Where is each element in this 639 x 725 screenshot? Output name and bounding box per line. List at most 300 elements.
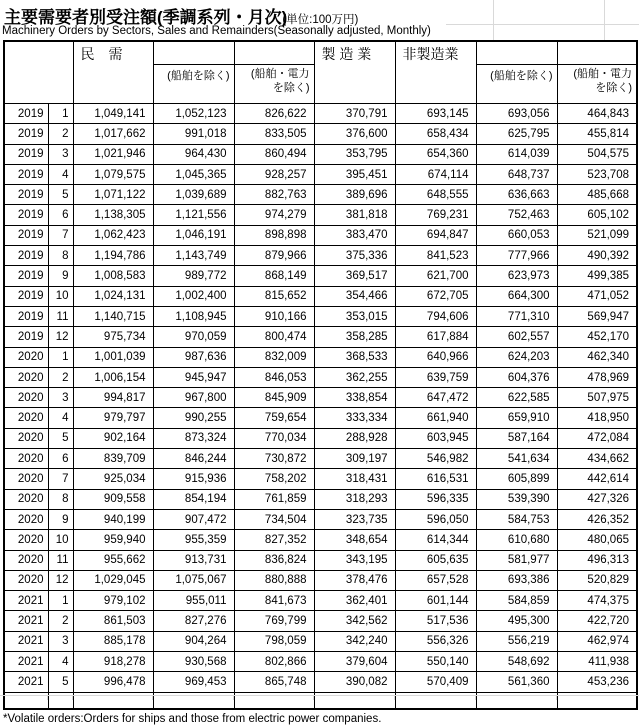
value-cell[interactable]: 601,144 — [395, 591, 476, 611]
header-excl-ships-nonmfg[interactable]: (船舶を除く) — [476, 65, 557, 104]
year-cell[interactable]: 2019 — [4, 306, 48, 326]
year-cell[interactable]: 2021 — [4, 611, 48, 631]
value-cell[interactable]: 771,310 — [476, 306, 557, 326]
value-cell[interactable]: 940,199 — [73, 509, 153, 529]
month-cell[interactable]: 5 — [48, 672, 73, 692]
value-cell[interactable]: 541,634 — [476, 449, 557, 469]
year-cell[interactable]: 2021 — [4, 652, 48, 672]
value-cell[interactable]: 288,928 — [314, 428, 395, 448]
table-row — [4, 509, 637, 529]
value-cell[interactable]: 605,899 — [476, 469, 557, 489]
year-cell[interactable]: 2020 — [4, 570, 48, 590]
value-cell[interactable]: 474,375 — [557, 591, 637, 611]
value-cell[interactable]: 561,360 — [476, 672, 557, 692]
value-cell[interactable]: 418,950 — [557, 408, 637, 428]
value-cell[interactable]: 969,453 — [153, 672, 234, 692]
table-row — [4, 388, 637, 408]
value-cell[interactable]: 342,562 — [314, 611, 395, 631]
value-cell[interactable]: 955,359 — [153, 530, 234, 550]
value-cell[interactable]: 770,034 — [234, 428, 314, 448]
value-cell[interactable]: 930,568 — [153, 652, 234, 672]
year-cell[interactable]: 2019 — [4, 246, 48, 266]
value-cell[interactable]: 596,335 — [395, 489, 476, 509]
month-cell[interactable]: 2 — [48, 367, 73, 387]
value-cell[interactable]: 383,470 — [314, 225, 395, 245]
table-row — [4, 104, 637, 124]
value-cell[interactable]: 865,748 — [234, 672, 314, 692]
value-cell[interactable]: 569,947 — [557, 306, 637, 326]
table-row — [4, 225, 637, 245]
header-private-demand[interactable]: 民 需 — [73, 41, 153, 104]
year-cell[interactable]: 2020 — [4, 530, 48, 550]
value-cell[interactable]: 802,866 — [234, 652, 314, 672]
value-cell[interactable]: 623,973 — [476, 266, 557, 286]
value-cell[interactable]: 480,065 — [557, 530, 637, 550]
month-cell[interactable]: 9 — [48, 266, 73, 286]
value-cell[interactable]: 758,202 — [234, 469, 314, 489]
unit-note: (単位:100万円) — [282, 14, 359, 26]
value-cell[interactable]: 496,313 — [557, 550, 637, 570]
value-cell[interactable]: 1,108,945 — [153, 306, 234, 326]
month-cell[interactable]: 3 — [48, 388, 73, 408]
value-cell[interactable]: 1,006,154 — [73, 367, 153, 387]
value-cell[interactable]: 730,872 — [234, 449, 314, 469]
value-cell[interactable]: 694,847 — [395, 225, 476, 245]
header-excl-ships-power-nonmfg[interactable] — [557, 65, 637, 104]
year-cell[interactable]: 2019 — [4, 225, 48, 245]
value-cell[interactable]: 885,178 — [73, 631, 153, 651]
value-cell[interactable]: 925,034 — [73, 469, 153, 489]
value-cell[interactable]: 648,555 — [395, 185, 476, 205]
value-cell[interactable]: 520,829 — [557, 570, 637, 590]
month-cell[interactable]: 1 — [48, 591, 73, 611]
value-cell[interactable]: 389,696 — [314, 185, 395, 205]
value-cell[interactable]: 1,071,122 — [73, 185, 153, 205]
value-cell[interactable]: 390,082 — [314, 672, 395, 692]
value-cell[interactable]: 507,975 — [557, 388, 637, 408]
value-cell[interactable]: 664,300 — [476, 286, 557, 306]
value-cell[interactable]: 1,017,662 — [73, 124, 153, 144]
value-cell[interactable]: 556,219 — [476, 631, 557, 651]
value-cell[interactable]: 693,145 — [395, 104, 476, 124]
value-cell[interactable]: 769,799 — [234, 611, 314, 631]
value-cell[interactable]: 353,795 — [314, 144, 395, 164]
value-cell[interactable]: 832,009 — [234, 347, 314, 367]
value-cell[interactable]: 860,494 — [234, 144, 314, 164]
month-cell[interactable]: 6 — [48, 205, 73, 225]
value-cell[interactable]: 800,474 — [234, 327, 314, 347]
value-cell[interactable]: 422,720 — [557, 611, 637, 631]
value-cell[interactable]: 434,662 — [557, 449, 637, 469]
value-cell[interactable]: 604,376 — [476, 367, 557, 387]
year-cell[interactable]: 2020 — [4, 367, 48, 387]
year-cell[interactable]: 2021 — [4, 672, 48, 692]
value-cell[interactable]: 873,324 — [153, 428, 234, 448]
value-cell[interactable]: 581,977 — [476, 550, 557, 570]
month-cell[interactable]: 4 — [48, 408, 73, 428]
value-cell[interactable]: 640,966 — [395, 347, 476, 367]
gridline — [493, 0, 494, 40]
year-cell[interactable]: 2020 — [4, 489, 48, 509]
value-cell[interactable]: 991,018 — [153, 124, 234, 144]
month-cell[interactable]: 3 — [48, 631, 73, 651]
value-cell[interactable]: 918,278 — [73, 652, 153, 672]
value-cell[interactable]: 928,257 — [234, 164, 314, 184]
value-cell[interactable]: 471,052 — [557, 286, 637, 306]
value-cell[interactable]: 657,528 — [395, 570, 476, 590]
value-cell[interactable]: 376,600 — [314, 124, 395, 144]
header-non-manufacturing[interactable]: 非製造業 — [395, 41, 476, 104]
month-cell[interactable]: 9 — [48, 509, 73, 529]
value-cell[interactable]: 353,015 — [314, 306, 395, 326]
value-cell[interactable]: 658,434 — [395, 124, 476, 144]
value-cell[interactable]: 333,334 — [314, 408, 395, 428]
table-row — [4, 591, 637, 611]
value-cell[interactable]: 354,466 — [314, 286, 395, 306]
value-cell[interactable]: 490,392 — [557, 246, 637, 266]
value-cell[interactable]: 1,021,946 — [73, 144, 153, 164]
value-cell[interactable]: 521,099 — [557, 225, 637, 245]
value-cell[interactable]: 472,084 — [557, 428, 637, 448]
value-cell[interactable]: 1,194,786 — [73, 246, 153, 266]
value-cell[interactable]: 654,360 — [395, 144, 476, 164]
month-cell[interactable]: 7 — [48, 469, 73, 489]
table-row — [4, 408, 637, 428]
value-cell[interactable]: 1,008,583 — [73, 266, 153, 286]
value-cell[interactable]: 517,536 — [395, 611, 476, 631]
value-cell[interactable]: 1,046,191 — [153, 225, 234, 245]
value-cell[interactable]: 1,002,400 — [153, 286, 234, 306]
table-row — [4, 164, 637, 184]
value-cell[interactable]: 990,255 — [153, 408, 234, 428]
month-cell[interactable]: 10 — [48, 286, 73, 306]
value-cell[interactable]: 621,700 — [395, 266, 476, 286]
value-cell[interactable]: 752,463 — [476, 205, 557, 225]
value-cell[interactable]: 979,797 — [73, 408, 153, 428]
gridline — [446, 24, 639, 25]
table-row — [4, 449, 637, 469]
year-cell[interactable]: 2021 — [4, 631, 48, 651]
table-row — [4, 550, 637, 570]
value-cell[interactable]: 648,737 — [476, 164, 557, 184]
value-cell[interactable]: 672,705 — [395, 286, 476, 306]
value-cell[interactable]: 539,390 — [476, 489, 557, 509]
value-cell[interactable]: 318,431 — [314, 469, 395, 489]
value-cell[interactable]: 777,966 — [476, 246, 557, 266]
table-row — [4, 347, 637, 367]
value-cell[interactable]: 368,533 — [314, 347, 395, 367]
value-cell[interactable]: 759,654 — [234, 408, 314, 428]
value-cell[interactable]: 602,557 — [476, 327, 557, 347]
value-cell[interactable]: 955,011 — [153, 591, 234, 611]
value-cell[interactable]: 379,604 — [314, 652, 395, 672]
header-spacer-cell[interactable] — [476, 41, 557, 65]
month-cell[interactable]: 4 — [48, 164, 73, 184]
header-manufacturing[interactable]: 製 造 業 — [314, 41, 395, 104]
value-cell[interactable]: 1,045,365 — [153, 164, 234, 184]
value-cell[interactable]: 827,352 — [234, 530, 314, 550]
value-cell[interactable]: 693,056 — [476, 104, 557, 124]
value-cell[interactable]: 499,385 — [557, 266, 637, 286]
value-cell[interactable]: 913,731 — [153, 550, 234, 570]
value-cell[interactable]: 907,472 — [153, 509, 234, 529]
month-cell[interactable]: 1 — [48, 347, 73, 367]
gridline — [475, 695, 476, 700]
value-cell[interactable]: 358,285 — [314, 327, 395, 347]
header-excl-ships-private[interactable]: (船舶を除く) — [153, 65, 234, 104]
value-cell[interactable]: 639,759 — [395, 367, 476, 387]
value-cell[interactable]: 659,910 — [476, 408, 557, 428]
header-year-month-cell[interactable] — [4, 41, 73, 104]
value-cell[interactable]: 794,606 — [395, 306, 476, 326]
value-cell[interactable]: 975,734 — [73, 327, 153, 347]
year-cell[interactable]: 2019 — [4, 327, 48, 347]
value-cell[interactable]: 478,969 — [557, 367, 637, 387]
table-row — [4, 205, 637, 225]
value-cell[interactable]: 846,244 — [153, 449, 234, 469]
year-cell[interactable]: 2020 — [4, 469, 48, 489]
header-spacer-cell[interactable] — [557, 41, 637, 65]
value-cell[interactable]: 426,352 — [557, 509, 637, 529]
value-cell[interactable]: 1,143,749 — [153, 246, 234, 266]
value-cell[interactable]: 661,940 — [395, 408, 476, 428]
value-cell[interactable]: 625,795 — [476, 124, 557, 144]
header-excl-ships-power-private[interactable] — [234, 65, 314, 104]
year-cell[interactable]: 2020 — [4, 408, 48, 428]
month-cell[interactable]: 11 — [48, 306, 73, 326]
year-cell[interactable]: 2021 — [4, 591, 48, 611]
value-cell[interactable]: 798,059 — [234, 631, 314, 651]
table-row — [4, 124, 637, 144]
value-cell[interactable]: 453,236 — [557, 672, 637, 692]
month-cell[interactable]: 12 — [48, 327, 73, 347]
value-cell[interactable]: 974,279 — [234, 205, 314, 225]
year-cell[interactable]: 2019 — [4, 286, 48, 306]
value-cell[interactable]: 996,478 — [73, 672, 153, 692]
value-cell[interactable]: 605,102 — [557, 205, 637, 225]
year-cell[interactable]: 2019 — [4, 144, 48, 164]
value-cell[interactable]: 841,673 — [234, 591, 314, 611]
month-cell[interactable]: 6 — [48, 449, 73, 469]
value-cell[interactable]: 348,654 — [314, 530, 395, 550]
year-cell[interactable]: 2020 — [4, 428, 48, 448]
value-cell[interactable]: 959,940 — [73, 530, 153, 550]
month-cell[interactable]: 1 — [48, 104, 73, 124]
table-row — [4, 246, 637, 266]
value-cell[interactable]: 584,753 — [476, 509, 557, 529]
value-cell[interactable]: 442,614 — [557, 469, 637, 489]
value-cell[interactable]: 833,505 — [234, 124, 314, 144]
value-cell[interactable]: 854,194 — [153, 489, 234, 509]
value-cell[interactable]: 1,062,423 — [73, 225, 153, 245]
value-cell[interactable]: 596,050 — [395, 509, 476, 529]
year-cell[interactable]: 2019 — [4, 185, 48, 205]
value-cell[interactable]: 427,326 — [557, 489, 637, 509]
value-cell[interactable]: 548,692 — [476, 652, 557, 672]
year-cell[interactable]: 2020 — [4, 550, 48, 570]
month-cell[interactable]: 5 — [48, 185, 73, 205]
value-cell[interactable]: 815,652 — [234, 286, 314, 306]
value-cell[interactable]: 955,662 — [73, 550, 153, 570]
orders-table — [3, 40, 638, 710]
value-cell[interactable]: 1,052,123 — [153, 104, 234, 124]
value-cell[interactable]: 1,029,045 — [73, 570, 153, 590]
year-cell[interactable]: 2020 — [4, 509, 48, 529]
gridline — [394, 695, 395, 700]
month-cell[interactable]: 12 — [48, 570, 73, 590]
header-spacer-cell[interactable] — [234, 41, 314, 65]
year-cell[interactable]: 2019 — [4, 164, 48, 184]
value-cell[interactable]: 861,503 — [73, 611, 153, 631]
table-row — [4, 266, 637, 286]
value-cell[interactable]: 603,945 — [395, 428, 476, 448]
value-cell[interactable]: 622,585 — [476, 388, 557, 408]
value-cell[interactable]: 902,164 — [73, 428, 153, 448]
header-line: を除く) — [595, 82, 632, 94]
value-cell[interactable]: 898,898 — [234, 225, 314, 245]
value-cell[interactable]: 964,430 — [153, 144, 234, 164]
table-row — [4, 428, 637, 448]
value-cell[interactable]: 945,947 — [153, 367, 234, 387]
month-cell[interactable]: 2 — [48, 611, 73, 631]
value-cell[interactable]: 381,818 — [314, 205, 395, 225]
value-cell[interactable]: 323,735 — [314, 509, 395, 529]
value-cell[interactable]: 495,300 — [476, 611, 557, 631]
value-cell[interactable]: 845,909 — [234, 388, 314, 408]
value-cell[interactable]: 362,401 — [314, 591, 395, 611]
value-cell[interactable]: 570,409 — [395, 672, 476, 692]
year-cell[interactable]: 2020 — [4, 449, 48, 469]
header-spacer-cell[interactable] — [153, 41, 234, 65]
value-cell[interactable]: 839,709 — [73, 449, 153, 469]
year-cell[interactable]: 2019 — [4, 104, 48, 124]
value-cell[interactable]: 693,386 — [476, 570, 557, 590]
value-cell[interactable]: 614,344 — [395, 530, 476, 550]
value-cell[interactable]: 1,049,141 — [73, 104, 153, 124]
value-cell[interactable]: 309,197 — [314, 449, 395, 469]
year-cell[interactable]: 2020 — [4, 388, 48, 408]
value-cell[interactable]: 485,668 — [557, 185, 637, 205]
value-cell[interactable]: 879,966 — [234, 246, 314, 266]
value-cell[interactable]: 868,149 — [234, 266, 314, 286]
value-cell[interactable]: 343,195 — [314, 550, 395, 570]
value-cell[interactable]: 1,140,715 — [73, 306, 153, 326]
value-cell[interactable]: 369,517 — [314, 266, 395, 286]
month-cell[interactable]: 5 — [48, 428, 73, 448]
value-cell[interactable]: 624,203 — [476, 347, 557, 367]
value-cell[interactable]: 994,817 — [73, 388, 153, 408]
value-cell[interactable]: 915,936 — [153, 469, 234, 489]
value-cell[interactable]: 989,772 — [153, 266, 234, 286]
value-cell[interactable]: 882,763 — [234, 185, 314, 205]
year-cell[interactable]: 2019 — [4, 266, 48, 286]
value-cell[interactable]: 827,276 — [153, 611, 234, 631]
value-cell[interactable]: 556,326 — [395, 631, 476, 651]
value-cell[interactable]: 462,340 — [557, 347, 637, 367]
value-cell[interactable]: 362,255 — [314, 367, 395, 387]
value-cell[interactable]: 880,888 — [234, 570, 314, 590]
month-cell[interactable]: 10 — [48, 530, 73, 550]
value-cell[interactable]: 1,075,067 — [153, 570, 234, 590]
value-cell[interactable]: 395,451 — [314, 164, 395, 184]
value-cell[interactable]: 761,859 — [234, 489, 314, 509]
month-cell[interactable]: 8 — [48, 489, 73, 509]
value-cell[interactable]: 378,476 — [314, 570, 395, 590]
value-cell[interactable]: 734,504 — [234, 509, 314, 529]
value-cell[interactable]: 550,140 — [395, 652, 476, 672]
month-cell[interactable]: 2 — [48, 124, 73, 144]
value-cell[interactable]: 836,824 — [234, 550, 314, 570]
header-line: (船舶・電力 — [573, 68, 632, 80]
value-cell[interactable]: 610,680 — [476, 530, 557, 550]
value-cell[interactable]: 826,622 — [234, 104, 314, 124]
value-cell[interactable]: 1,001,039 — [73, 347, 153, 367]
gridline — [72, 695, 73, 700]
value-cell[interactable]: 504,575 — [557, 144, 637, 164]
value-cell[interactable]: 523,708 — [557, 164, 637, 184]
value-cell[interactable]: 587,164 — [476, 428, 557, 448]
year-cell[interactable]: 2020 — [4, 347, 48, 367]
month-cell[interactable]: 8 — [48, 246, 73, 266]
value-cell[interactable]: 1,079,575 — [73, 164, 153, 184]
value-cell[interactable]: 342,240 — [314, 631, 395, 651]
value-cell[interactable]: 452,170 — [557, 327, 637, 347]
value-cell[interactable]: 979,102 — [73, 591, 153, 611]
value-cell[interactable]: 455,814 — [557, 124, 637, 144]
value-cell[interactable]: 967,800 — [153, 388, 234, 408]
value-cell[interactable]: 370,791 — [314, 104, 395, 124]
value-cell[interactable]: 647,472 — [395, 388, 476, 408]
value-cell[interactable]: 636,663 — [476, 185, 557, 205]
value-cell[interactable]: 660,053 — [476, 225, 557, 245]
month-cell[interactable]: 4 — [48, 652, 73, 672]
year-cell[interactable]: 2019 — [4, 205, 48, 225]
value-cell[interactable]: 584,859 — [476, 591, 557, 611]
value-cell[interactable]: 909,558 — [73, 489, 153, 509]
value-cell[interactable]: 841,523 — [395, 246, 476, 266]
value-cell[interactable]: 464,843 — [557, 104, 637, 124]
value-cell[interactable]: 674,114 — [395, 164, 476, 184]
page-subtitle: Machinery Orders by Sectors, Sales and Remainders(Seasonally adjusted, Monthly) — [2, 25, 431, 37]
value-cell[interactable]: 987,636 — [153, 347, 234, 367]
month-cell[interactable]: 7 — [48, 225, 73, 245]
value-cell[interactable]: 616,531 — [395, 469, 476, 489]
value-cell[interactable]: 338,854 — [314, 388, 395, 408]
value-cell[interactable]: 904,264 — [153, 631, 234, 651]
value-cell[interactable]: 910,166 — [234, 306, 314, 326]
header-line: を除く) — [272, 82, 310, 94]
gridline — [47, 695, 48, 700]
value-cell[interactable]: 617,884 — [395, 327, 476, 347]
value-cell[interactable]: 1,039,689 — [153, 185, 234, 205]
value-cell[interactable]: 769,231 — [395, 205, 476, 225]
value-cell[interactable]: 614,039 — [476, 144, 557, 164]
value-cell[interactable]: 970,059 — [153, 327, 234, 347]
value-cell[interactable]: 546,982 — [395, 449, 476, 469]
value-cell[interactable]: 318,293 — [314, 489, 395, 509]
year-cell[interactable]: 2019 — [4, 124, 48, 144]
value-cell[interactable]: 1,024,131 — [73, 286, 153, 306]
month-cell[interactable]: 11 — [48, 550, 73, 570]
month-cell[interactable]: 3 — [48, 144, 73, 164]
value-cell[interactable]: 462,974 — [557, 631, 637, 651]
value-cell[interactable]: 846,053 — [234, 367, 314, 387]
value-cell[interactable]: 375,336 — [314, 246, 395, 266]
value-cell[interactable]: 605,635 — [395, 550, 476, 570]
value-cell[interactable]: 1,121,556 — [153, 205, 234, 225]
value-cell[interactable]: 411,938 — [557, 652, 637, 672]
value-cell[interactable]: 1,138,305 — [73, 205, 153, 225]
